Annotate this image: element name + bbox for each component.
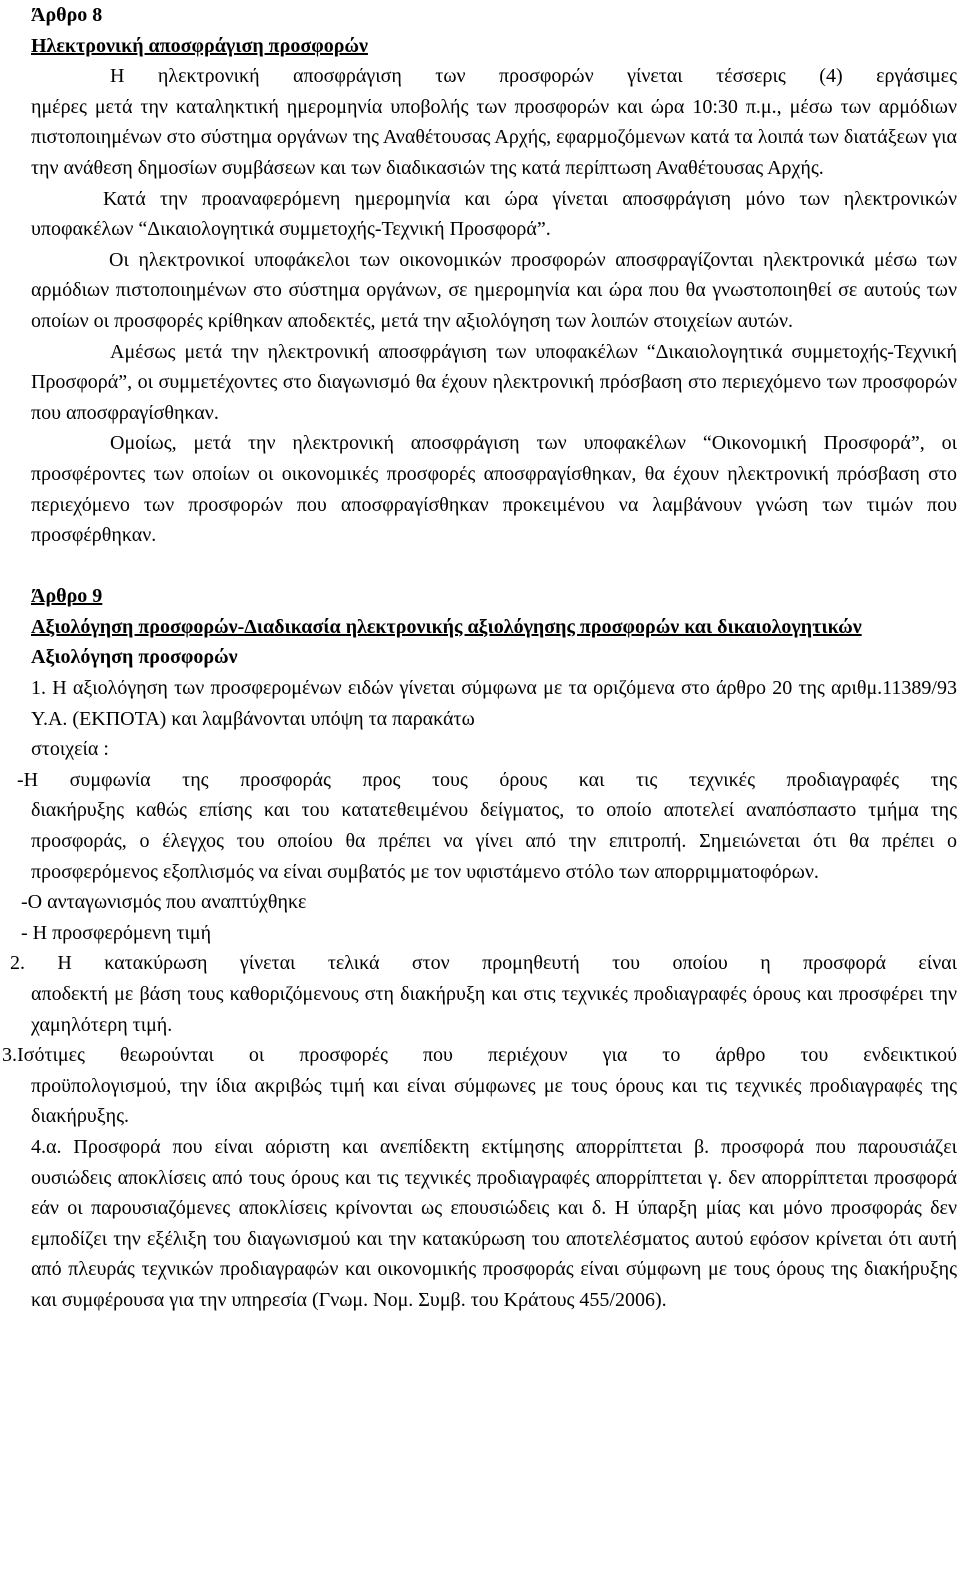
article-9-heading: Άρθρο 9	[31, 585, 103, 608]
criterion-1-first-line: -Η συμφωνία της προσφοράς προς τους όρους και τις τεχνικές προδιαγραφές της	[17, 768, 957, 791]
paragraph-1-rest: ημέρες μετά την καταληκτική ημερομηνία υποβολής των προσφορών και ώρα 10:30 π.μ., μέσω των αρμόδιων πιστοποιημένων στο σύστημα οργάνων της Αναθέτουσας Αρχής, εφαρμοζόμενων κατά τα λοιπά των διατάξεων για την ανάθεση δημοσίων συμβάσεων και των διαδικασιών της κατά περίπτωση Αναθέτουσας Αρχής.	[31, 95, 957, 179]
item-2	[10, 948, 957, 1040]
article-8-heading: Άρθρο 8	[31, 4, 103, 26]
item-3-rest: προϋπολογισμού, την ίδια ακριβώς τιμή και είναι σύμφωνες με τους όρους και τις τεχνικές προδιαγραφές της διακήρυξης.	[31, 1074, 957, 1128]
document-page	[2, 0, 957, 1316]
criterion-3: - Η προσφερόμενη τιμή	[21, 921, 212, 944]
section-gap	[31, 551, 957, 582]
item-3-first-line: 3.Ισότιμες θεωρούνται οι προσφορές που περιέχουν για το άρθρο του ενδεικτικού	[2, 1044, 957, 1067]
item-3	[2, 1040, 957, 1132]
item-2-first-line: 2. Η κατακύρωση γίνεται τελικά στον προμηθευτή του οποίου η προσφορά είναι	[10, 952, 957, 975]
article-9-title: Αξιολόγηση προσφορών-Διαδικασία ηλεκτρονικής αξιολόγησης προσφορών και δικαιολογητικών	[31, 615, 862, 638]
criterion-1-rest: διακήρυξης καθώς επίσης και του κατατεθειμένου δείγματος, το οποίο αποτελεί αναπόσπαστο τμήμα της προσφοράς, ο έλεγχος του οποίου θα πρέπει να γίνει από την επιτροπή. Σημειώνεται ότι θα πρέπει ο προσφερόμενος εξοπλισμός να είναι συμβατός με τον υφιστάμενο στόλο των απορριμματοφόρων.	[31, 799, 957, 883]
article-8-paragraph-5: Ομοίως, μετά την ηλεκτρονική αποσφράγιση των υποφακέλων “Οικονομική Προσφορά”, οι προσφέροντες των οποίων οι οικονομικές προσφορές αποσφραγίσθηκαν, θα έχουν ηλεκτρονική πρόσβαση στο περιεχόμενο των προσφορών που αποσφραγίσθηκαν προκειμένου να λαμβάνουν γνώση των τιμών που προσφέρθηκαν.	[31, 432, 957, 547]
item-1-end: στοιχεία :	[31, 738, 109, 761]
article-9-subtitle: Αξιολόγηση προσφορών	[31, 646, 238, 669]
criterion-1	[17, 765, 957, 887]
article-8-paragraph-4: Αμέσως μετά την ηλεκτρονική αποσφράγιση των υποφακέλων “Δικαιολογητικά συμμετοχής-Τεχνική Προσφορά”, οι συμμετέχοντες στο διαγωνισμό θα έχουν ηλεκτρονική πρόσβαση στο περιεχόμενο των προσφορών που αποσφραγίσθηκαν.	[31, 340, 957, 424]
criterion-2: -Ο ανταγωνισμός που αναπτύχθηκε	[21, 891, 307, 914]
paragraph-1-first-line: Η ηλεκτρονική αποσφράγιση των προσφορών γίνεται τέσσερις (4) εργάσιμες	[110, 65, 957, 88]
article-8-paragraph-2: Κατά την προαναφερόμενη ημερομηνία και ώρα γίνεται αποσφράγιση μόνο των ηλεκτρονικών υποφακέλων “Δικαιολογητικά συμμετοχής-Τεχνική Προσφορά”.	[31, 187, 957, 241]
item-4: 4.α. Προσφορά που είναι αόριστη και ανεπίδεκτη εκτίμησης απορρίπτεται β. προσφορά που παρουσιάζει ουσιώδεις αποκλίσεις από τους όρους και τις τεχνικές προδιαγραφές απορρίπτεται γ. δεν απορρίπτεται προσφορά εάν οι παρουσιαζόμενες αποκλίσεις κρίνονται ως επουσιώδεις και δ. Η ύπαρξη μίας και μόνο προσφοράς δεν εμποδίζει την εξέλιξη του διαγωνισμού και την κατακύρωση του αποτελέσματος αυτού εφόσον κρίνεται ότι αυτή από πλευράς τεχνικών προδιαγραφών και οικονομικής προσφοράς είναι σύμφωνη με τους όρους της διακήρυξης και συμφέρουσα για την υπηρεσία (Γνωμ. Νομ. Συμβ. του Κράτους 455/2006).	[31, 1135, 957, 1311]
article-8-title: Ηλεκτρονική αποσφράγιση προσφορών	[31, 34, 368, 57]
item-2-rest: αποδεκτή με βάση τους καθοριζόμενους στη διακήρυξη και στις τεχνικές προδιαγραφές όρους και προσφέρει την χαμηλότερη τιμή.	[31, 983, 957, 1036]
article-8-paragraph-1	[31, 61, 957, 183]
item-1: 1. Η αξιολόγηση των προσφερομένων ειδών γίνεται σύμφωνα με τα οριζόμενα στο άρθρο 20 της αριθμ.11389/93 Υ.Α. (ΕΚΠΟΤΑ) και λαμβάνονται υπόψη τα παρακάτω	[31, 677, 957, 730]
article-8-paragraph-3: Οι ηλεκτρονικοί υποφάκελοι των οικονομικών προσφορών αποσφραγίζονται ηλεκτρονικά μέσω των αρμόδιων πιστοποιημένων στο σύστημα οργάνων, σε ημερομηνία και ώρα που θα γνωστοποιηθεί σε αυτούς των οποίων οι προσφορές κρίθηκαν αποδεκτές, μετά την αξιολόγηση των λοιπών στοιχείων αυτών.	[31, 248, 957, 332]
